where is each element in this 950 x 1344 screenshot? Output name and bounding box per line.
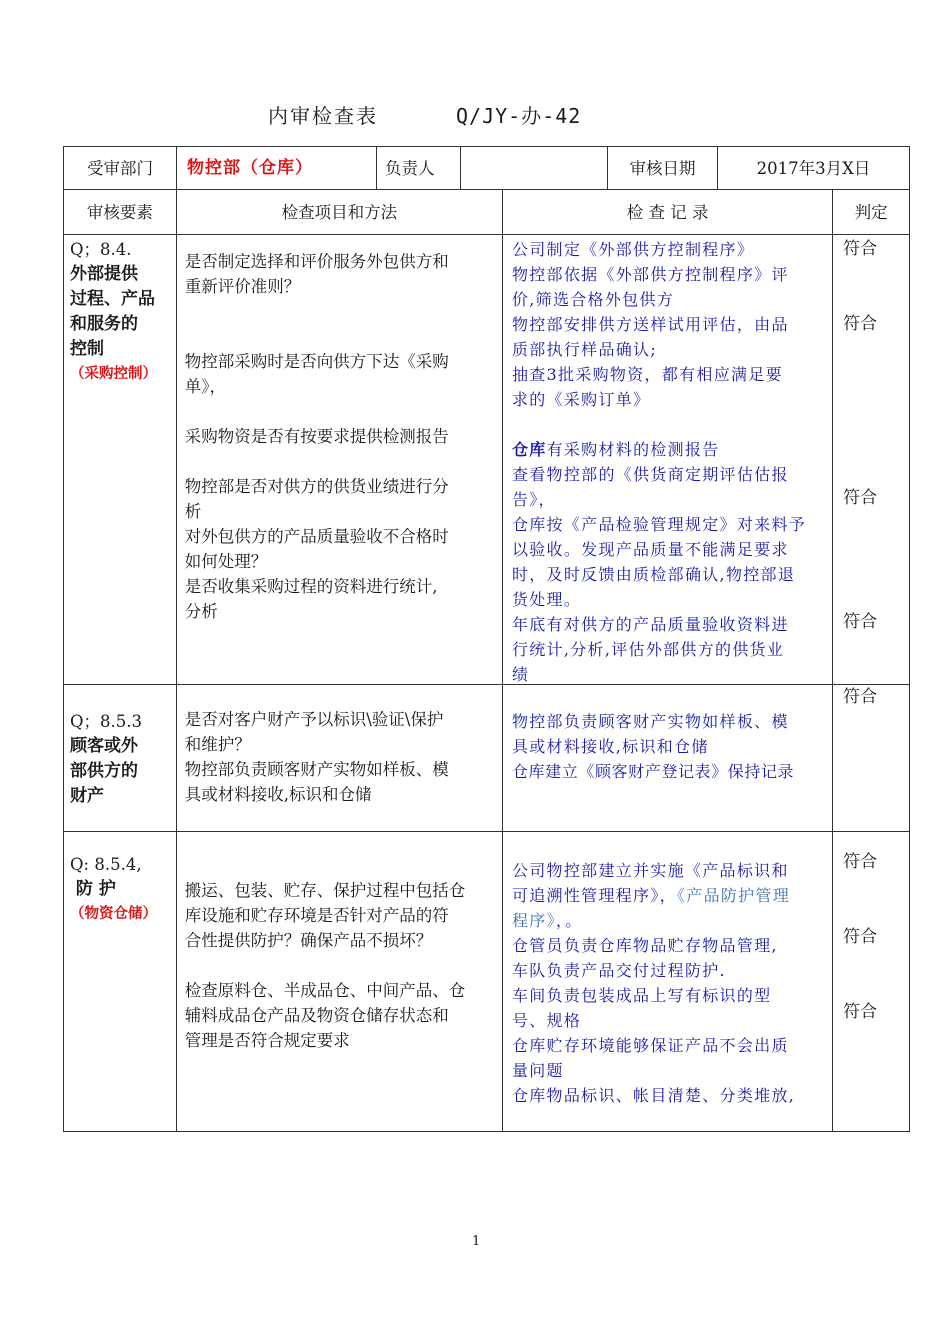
judgement: 符合 (843, 687, 878, 707)
item-line: 管理是否符合规定要求 (184, 1031, 350, 1050)
item-cell (177, 685, 503, 831)
item-line: 采购物资是否有按要求提供检测报告 (184, 427, 449, 446)
clause-number: Q；8.4. (70, 240, 132, 259)
record-cell (503, 235, 833, 684)
record-line: 物控部安排供方送样试用评估，由品 (511, 315, 789, 334)
col-header-element: 审核要素 (64, 190, 177, 234)
element-title-line: 和服务的 (70, 314, 138, 334)
col-header-item: 检查项目和方法 (177, 190, 503, 234)
item-line: 和维护？ (184, 735, 251, 754)
record-cell (503, 685, 833, 831)
item-line: 析 (184, 502, 202, 521)
page-number: 1 (472, 1234, 481, 1249)
record-line: 年底有对供方的产品质量验收资料进 (511, 615, 789, 634)
record-line: 时，及时反馈由质检部确认,物控部退 (511, 565, 796, 584)
record-text: 有采购材料的检测报告 (546, 440, 720, 459)
spacer (185, 399, 494, 424)
judge-cell (833, 235, 909, 684)
item-line: 是否收集采购过程的资料进行统计, (184, 577, 438, 596)
element-cell (64, 832, 177, 1131)
record-line: 仓管员负责仓库物品贮存物品管理, (511, 936, 778, 955)
item-line: 物控部采购时是否向供方下达《采购 (184, 352, 449, 371)
record-text: 可追溯性管理程序》， (511, 886, 677, 905)
table-row-8-5-4 (63, 832, 910, 1132)
item-line: 合性提供防护？确保产品不损坏？ (184, 931, 433, 950)
item-line: 物控部负责顾客财产实物如样板、模 (184, 760, 449, 779)
record-line: 行统计,分析,评估外部供方的供货业 (511, 640, 785, 659)
record-line: 号、规格 (511, 1011, 582, 1030)
record-line: 查看物控部的《供货商定期评估估报 (511, 465, 789, 484)
record-bold-prefix: 仓库 (511, 440, 547, 459)
item-line: 是否制定选择和评价服务外包供方和 (184, 252, 449, 271)
record-line (512, 908, 823, 933)
judgement: 符合 (843, 612, 878, 632)
record-text: ，。 (555, 911, 583, 930)
judgement: 符合 (843, 927, 878, 947)
record-line: 物控部负责顾客财产实物如样板、模 (511, 712, 789, 731)
element-title-line: 部供方的 (70, 761, 138, 781)
owner-value (461, 147, 608, 189)
col-header-record: 检 查 记 录 (503, 190, 833, 234)
item-line: 搬运、包装、贮存、保护过程中包括仓 (184, 881, 466, 900)
info-row (63, 146, 910, 190)
audit-checklist-table (63, 146, 910, 1132)
table-row-8-4 (63, 235, 910, 685)
judgement: 符合 (843, 239, 878, 259)
element-subtitle: （采购控制） (70, 366, 157, 382)
record-line: 公司物控部建立并实施《产品标识和 (511, 861, 789, 880)
spacer (185, 953, 494, 978)
item-line: 重新评价准则？ (184, 277, 301, 296)
clause-number: Q；8.5.3 (70, 712, 143, 731)
judgement: 符合 (843, 488, 878, 508)
record-cell (503, 832, 833, 1131)
element-cell (64, 235, 177, 684)
dept-value: 物控部（仓库） (177, 147, 377, 189)
col-header-judge: 判定 (854, 202, 888, 222)
judge-cell (833, 685, 909, 831)
judge-cell (833, 832, 909, 1131)
record-line: 求的《采购订单》 (511, 390, 651, 409)
record-line (512, 883, 823, 908)
record-line: 公司制定《外部供方控制程序》 (511, 240, 755, 259)
record-line: 仓库物品标识、帐目清楚、分类堆放, (511, 1086, 796, 1105)
document-code: Q/JY-办-42 (456, 104, 582, 128)
item-line: 辅料成品仓产品及物资仓储存状态和 (184, 1006, 449, 1025)
record-highlight: 《产品防护管理 (676, 886, 791, 905)
element-title-line: 过程、产品 (70, 289, 155, 309)
item-line: 具或材料接收,标识和仓储 (184, 785, 372, 804)
element-title-line: 财产 (70, 786, 104, 806)
element-title-line: 控制 (70, 339, 104, 359)
item-line: 是否对客户财产予以标识\验证\保护 (184, 710, 444, 729)
record-line: 量问题 (511, 1061, 564, 1080)
record-line: 绩 (511, 665, 530, 684)
record-line: 告》， (511, 490, 556, 509)
judgement: 符合 (843, 314, 878, 334)
element-cell (64, 685, 177, 831)
item-line: 检查原料仓、半成品仓、中间产品、仓 (184, 981, 466, 1000)
judgement: 符合 (843, 852, 878, 872)
record-line: 价,筛选合格外包供方 (511, 290, 675, 309)
record-line: 质部执行样品确认; (511, 340, 658, 359)
clause-number: Q: 8.5.4, (70, 855, 142, 874)
record-line: 抽查3批采购物资，都有相应满足要 (511, 365, 783, 384)
record-line: 仓库贮存环境能够保证产品不会出质 (511, 1036, 789, 1055)
dept-label: 受审部门 (64, 147, 177, 189)
item-line: 分析 (184, 602, 218, 621)
record-line: 车队负责产品交付过程防护. (511, 961, 726, 980)
owner-label: 负责人 (377, 147, 461, 189)
item-cell (177, 832, 503, 1131)
record-line (512, 437, 823, 462)
element-title-line: 顾客或外 (70, 736, 138, 756)
document-title-bar (268, 100, 581, 129)
record-line: 以验收。发现产品质量不能满足要求 (511, 540, 789, 559)
record-line: 物控部依据《外部供方控制程序》评 (511, 265, 789, 284)
item-line: 如何处理？ (184, 552, 268, 571)
date-label: 审核日期 (608, 147, 718, 189)
judgement: 符合 (843, 1002, 878, 1022)
record-highlight: 程序》 (511, 911, 556, 930)
item-line: 对外包供方的产品质量验收不合格时 (184, 527, 449, 546)
item-line: 物控部是否对供方的供货业绩进行分 (184, 477, 449, 496)
spacer (185, 449, 494, 474)
item-line: 单》， (184, 377, 226, 396)
item-line: 库设施和贮存环境是否针对产品的符 (184, 906, 449, 925)
record-line: 车间负责包装成品上写有标识的型 (511, 986, 772, 1005)
column-header-row (63, 190, 910, 235)
item-cell (177, 235, 503, 684)
record-line: 仓库建立《顾客财产登记表》保持记录 (511, 762, 795, 781)
spacer (512, 412, 823, 437)
spacer (185, 324, 494, 349)
record-line: 具或材料接收,标识和仓储 (511, 737, 709, 756)
date-value: 2017年3月X日 (756, 158, 871, 178)
document-title: 内审检查表 (268, 104, 378, 128)
element-title-line: 外部提供 (70, 264, 138, 284)
record-line: 货处理。 (511, 590, 582, 609)
element-title-line: 防 护 (70, 879, 116, 899)
spacer (185, 299, 494, 324)
element-subtitle: （物资仓储） (70, 906, 157, 922)
record-line: 仓库按《产品检验管理规定》对来料予 (511, 515, 807, 534)
table-row-8-5-3 (63, 685, 910, 832)
